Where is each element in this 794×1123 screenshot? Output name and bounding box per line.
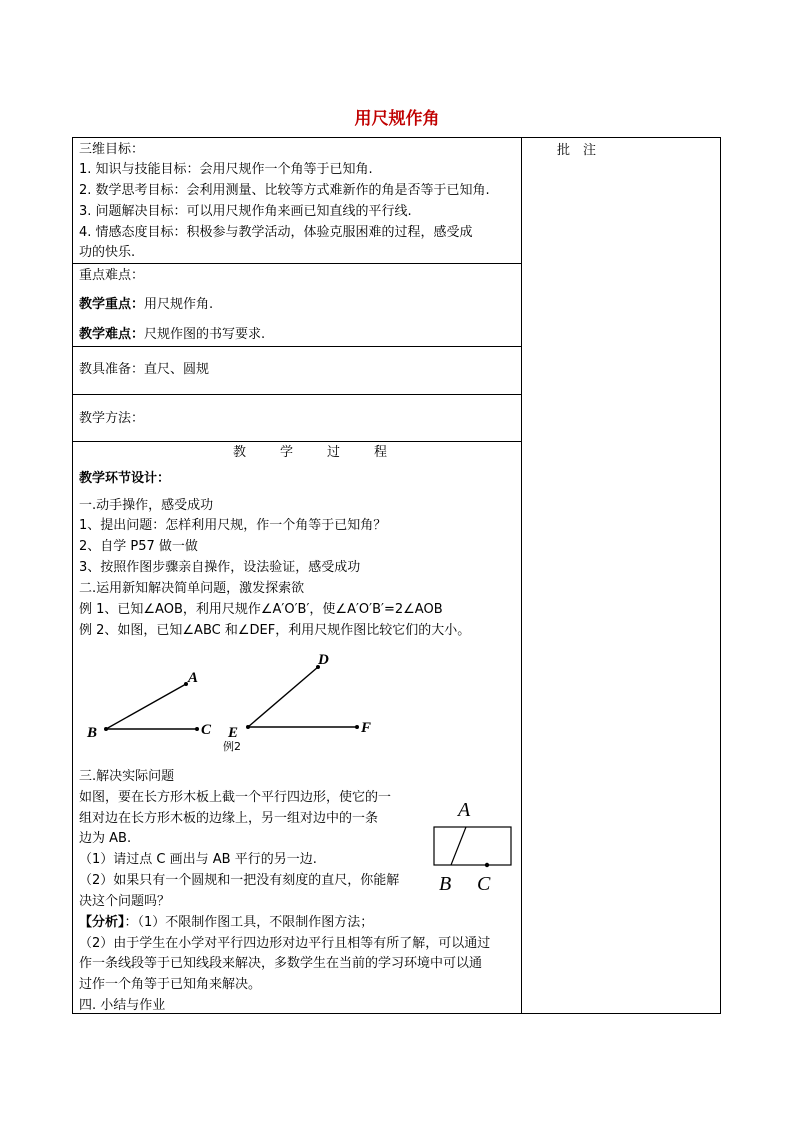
- goal-item: 2. 数学思考目标：会利用测量、比较等方式难新作的角是否等于已知角.: [79, 183, 490, 198]
- section3-line: 如图，要在长方形木板上截一个平行四边形，使它的一: [79, 790, 392, 805]
- goals-heading: 三维目标：: [79, 142, 145, 157]
- board-label-b: B: [439, 873, 452, 895]
- section3-line: 边为 AB.: [79, 831, 132, 846]
- analysis-line: 作一条线段等于已知线段来解决，多数学生在当前的学习环境中可以通: [79, 956, 483, 971]
- point-label-d: D: [318, 652, 329, 668]
- point-label-e: E: [228, 725, 239, 741]
- section3-line: 三.解决实际问题: [79, 769, 175, 784]
- analysis-line: （2）由于学生在小学对平行四边形对边平行且相等有所了解，可以通过: [79, 936, 491, 951]
- process-line: 2、自学 P57 做一做: [79, 539, 198, 554]
- analysis-line: 过作一个角等于已知角来解决。: [79, 977, 262, 992]
- page-title: 用尺规作角: [354, 109, 440, 129]
- key-points-heading: 重点难点：: [79, 268, 145, 283]
- board-label-a: A: [458, 799, 471, 821]
- process-heading: 教学过程: [233, 445, 422, 460]
- process-line: 例 2、如图，已知∠ABC 和∠DEF，利用尺规作图比较它们的大小。: [79, 623, 471, 638]
- section3-line: 组对边在长方形木板的边缘上，另一组对边中的一条: [79, 811, 379, 826]
- process-line: 例 1、已知∠AOB，利用尺规作∠A′O′B′，使∠A′O′B′=2∠AOB: [79, 602, 443, 617]
- section3-line: （2）如果只有一个圆规和一把没有刻度的直尺，你能解: [79, 873, 400, 888]
- analysis-text: ：（1）不限制作图工具，不限制作图方法；: [124, 915, 374, 930]
- process-line: 一.动手操作，感受成功: [79, 498, 214, 513]
- section4-heading: 四. 小结与作业: [79, 998, 166, 1013]
- teaching-focus-label: 教学重点：: [79, 297, 145, 312]
- point-label-b: B: [87, 725, 98, 741]
- point-label-c: C: [201, 722, 212, 738]
- goal-item: 1. 知识与技能目标：会用尺规作一个角等于已知角.: [79, 162, 373, 177]
- teaching-difficulty-label: 教学难点：: [79, 327, 145, 342]
- teaching-focus-text: 用尺规作角.: [144, 297, 214, 312]
- goal-item: 3. 问题解决目标：可以用尺规作角来画已知直线的平行线.: [79, 204, 412, 219]
- section3-line: 决这个问题吗？: [79, 894, 171, 909]
- section3-line: （1）请过点 C 画出与 AB 平行的另一边.: [79, 852, 317, 867]
- design-label: 教学环节设计：: [79, 471, 171, 486]
- goal-item: 功的快乐.: [79, 245, 136, 260]
- teaching-difficulty-text: 尺规作图的书写要求.: [144, 327, 266, 342]
- figure-caption: 例2: [223, 740, 241, 753]
- goal-item: 4. 情感态度目标：积极参与教学活动，体验克服困难的过程，感受成: [79, 225, 473, 240]
- board-label-c: C: [477, 873, 491, 895]
- point-label-a: A: [188, 670, 199, 686]
- method-line: 教学方法：: [79, 411, 145, 426]
- tools-line: 教具准备：直尺、圆规: [79, 362, 210, 377]
- process-line: 3、按照作图步骤亲自操作，设法验证，感受成功: [79, 560, 361, 575]
- analysis-line: [79, 913, 373, 933]
- analysis-label: 【分析】: [79, 915, 125, 930]
- annotation-header: 批 注: [557, 143, 597, 158]
- process-line: 1、提出问题：怎样利用尺规，作一个角等于已知角？: [79, 518, 387, 533]
- point-label-f: F: [361, 720, 372, 736]
- process-line: 二.运用新知解决简单问题，激发探索欲: [79, 581, 305, 596]
